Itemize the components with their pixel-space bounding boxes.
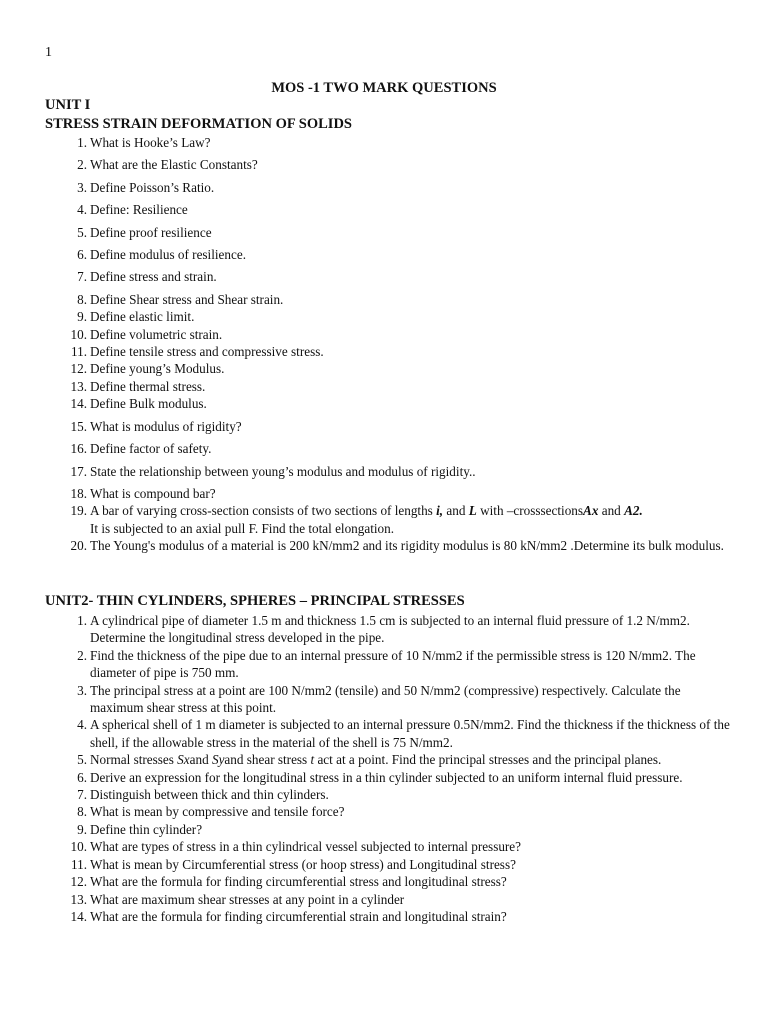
- unit2-question-list: [45, 612, 735, 925]
- question-item: 3. Define Poisson’s Ratio.: [77, 179, 215, 195]
- question-item: 13. Define thermal stress.: [70, 378, 206, 394]
- question-item: 2. What are the Elastic Constants?: [77, 157, 258, 173]
- question-item: 8. What is mean by compressive and tensile force?: [77, 804, 345, 820]
- page-number: 1: [45, 45, 52, 60]
- question-item: 7. Define stress and strain.: [77, 269, 217, 285]
- question-item: 18. What is compound bar?: [70, 485, 216, 501]
- unit2-heading: UNIT2- THIN CYLINDERS, SPHERES – PRINCIPAL STRESSES: [45, 593, 465, 609]
- question-item: 1. What is Hooke’s Law?: [77, 135, 211, 150]
- question-item: 14. What are the formula for finding circumferential strain and longitudinal strain?: [70, 908, 507, 924]
- question-item: 19. A bar of varying cross-section consists of two sections of lengths i, and L with –crosssectionsAx and A2. It is subjected to an axial pull F. Find the total elongation.: [70, 503, 643, 536]
- question-item: 9. Define thin cylinder?: [77, 821, 203, 837]
- question-item: 4. A spherical shell of 1 m diameter is subjected to an internal pressure 0.5N/mm2. Find the thickness if the thickness of the shell, if the allowable stress in the material of the shell is 75 N/mm2.: [77, 717, 730, 750]
- question-item: 1. A cylindrical pipe of diameter 1.5 m and thickness 1.5 cm is subjected to an internal fluid pressure of 1.2 N/mm2. Determine the longitudinal stress developed in the pipe.: [77, 613, 690, 646]
- unit1-heading: UNIT I: [45, 97, 91, 113]
- question-item: 6. Define modulus of resilience.: [77, 247, 247, 263]
- question-item: 3. The principal stress at a point are 100 N/mm2 (tensile) and 50 N/mm2 (compressive) respectively. Calculate the maximum shear stress at this point.: [77, 682, 681, 716]
- question-item: 12. What are the formula for finding circumferential stress and longitudinal stress?: [70, 874, 507, 890]
- question-item: 8. Define Shear stress and Shear strain.: [77, 291, 284, 307]
- question-item: 17. State the relationship between young’s modulus and modulus of rigidity..: [70, 463, 476, 479]
- question-item: 16. Define factor of safety.: [70, 441, 212, 457]
- question-item: 11. Define tensile stress and compressive stress.: [71, 344, 324, 360]
- question-item: 9. Define elastic limit.: [77, 309, 195, 325]
- document-title: MOS -1 TWO MARK QUESTIONS: [271, 80, 497, 96]
- unit1-question-list: [45, 134, 735, 555]
- question-item: 6. Derive an expression for the longitudinal stress in a thin cylinder subjected to an uniform internal fluid pressure.: [77, 769, 683, 785]
- question-item: 2. Find the thickness of the pipe due to an internal pressure of 10 N/mm2 if the permissible stress is 120 N/mm2. The diameter of pipe is 750 mm.: [77, 647, 696, 681]
- question-item: 15. What is modulus of rigidity?: [70, 418, 242, 434]
- question-item: 12. Define young’s Modulus.: [70, 361, 225, 377]
- question-item: 4. Define: Resilience: [77, 202, 188, 218]
- question-item: 10. Define volumetric strain.: [70, 326, 223, 342]
- question-item: 7. Distinguish between thick and thin cylinders.: [77, 787, 329, 803]
- question-item: 13. What are maximum shear stresses at any point in a cylinder: [70, 891, 405, 907]
- unit1-subheading: STRESS STRAIN DEFORMATION OF SOLIDS: [45, 116, 352, 132]
- question-item: 5. Define proof resilience: [77, 224, 212, 240]
- question-item: 14. Define Bulk modulus.: [70, 396, 207, 412]
- question-item: 20. The Young's modulus of a material is 200 kN/mm2 and its rigidity modulus is 80 kN/mm2 .Determine its bulk modulus.: [70, 538, 724, 554]
- question-item: 10. What are types of stress in a thin cylindrical vessel subjected to internal pressure?: [70, 839, 522, 855]
- question-item: 5. Normal stresses Sxand Syand shear stress t act at a point. Find the principal stresses and the principal planes.: [77, 752, 662, 768]
- question-item: 11. What is mean by Circumferential stress (or hoop stress) and Longitudinal stress?: [71, 856, 516, 872]
